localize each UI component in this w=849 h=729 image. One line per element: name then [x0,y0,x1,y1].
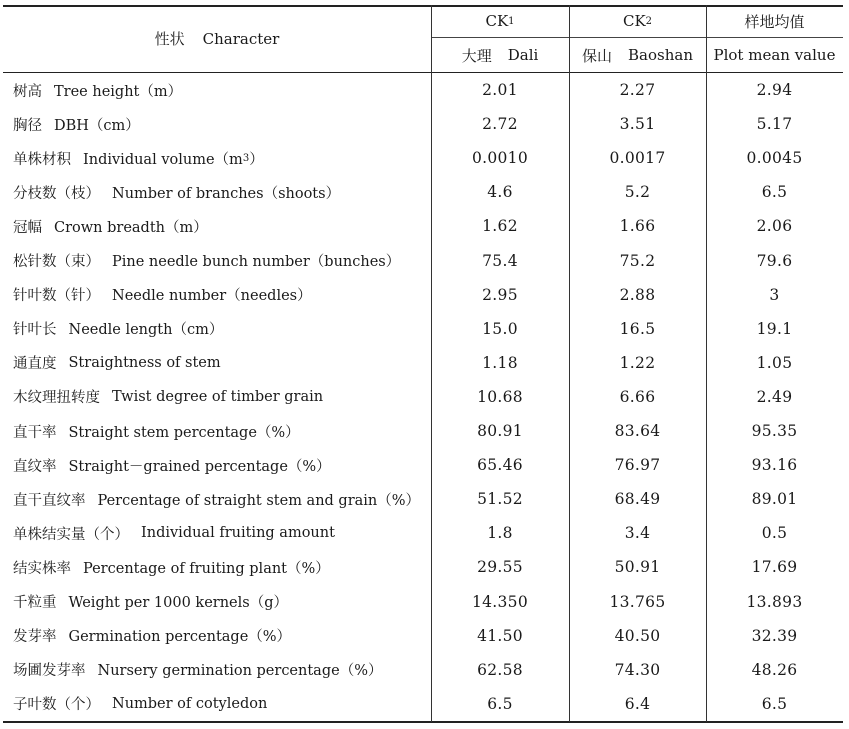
bottom-rule [3,721,843,723]
character-zh: 单株材积 [13,151,71,168]
row-character [13,380,323,414]
table-row [3,482,843,516]
value-ck2: 3.4 [624,524,651,543]
header-ck2-label: CK [622,12,646,30]
header-ck2 [569,5,706,37]
value-ck2: 83.64 [614,422,661,441]
value-ck1: 51.52 [477,490,523,509]
value-ck1: 80.91 [477,422,523,441]
value-ck1: 2.01 [482,81,518,100]
row-character [13,516,335,550]
header-ck2-subscript: 2 [645,15,653,27]
character-en: Number of branches（shoots） [112,185,341,202]
character-zh: 千粒重 [13,595,57,612]
value-ck2: 0.0017 [609,149,666,168]
value-ck2: 2.27 [619,81,656,100]
value-ck1: 1.8 [487,524,513,543]
value-ck1: 15.0 [482,319,518,338]
value-plot-mean: 2.49 [756,387,793,406]
character-zh: 针叶长 [13,322,57,339]
row-character [13,619,291,653]
value-plot-mean: 2.94 [756,81,793,100]
value-ck2: 16.5 [619,319,656,338]
row-character [13,550,330,584]
value-ck1: 10.68 [477,387,523,406]
table-row [3,107,843,141]
table-row [3,141,843,175]
character-en: Percentage of fruiting plant（%） [83,560,330,577]
character-zh: 分枝数（枝） [13,185,100,202]
value-ck2: 50.91 [614,558,661,577]
character-zh: 单株结实量（个） [13,526,129,543]
header-plot-mean-zh-text: 样地均值 [744,12,805,31]
value-ck1: 1.18 [482,353,518,372]
row-character [13,141,264,175]
row-character [13,107,140,141]
row-character [13,346,221,380]
value-plot-mean: 0.0045 [746,149,803,168]
value-ck1: 1.62 [482,217,518,236]
value-plot-mean: 48.26 [751,660,798,679]
value-ck2: 74.30 [614,660,661,679]
value-ck1: 4.6 [487,183,513,202]
header-ck1-label: CK [485,12,509,30]
row-character [13,687,267,721]
character-zh: 针叶数（针） [13,288,100,305]
character-en: Germination percentage（%） [68,629,292,646]
row-character [13,585,288,619]
header-character [3,5,431,72]
value-ck2: 75.2 [619,251,656,270]
value-plot-mean: 5.17 [756,115,793,134]
value-ck2: 6.66 [619,387,656,406]
character-zh: 直干直纹率 [13,492,86,509]
character-en: Weight per 1000 kernels（g） [68,595,288,612]
table-row [3,346,843,380]
character-en: DBH（cm） [54,117,140,134]
character-zh: 场圃发芽率 [13,663,86,680]
character-zh: 发芽率 [13,629,57,646]
header-plot-mean-en-text: Plot mean value [713,46,836,64]
unit-close: ） [249,151,264,168]
character-en: Straightness of stem [68,354,221,371]
header-character-en: Character [202,29,280,48]
header-ck2-zh: 保山 [582,46,613,65]
row-character [13,482,420,516]
table-row [3,312,843,346]
value-plot-mean: 17.69 [751,558,798,577]
header-ck1-site [431,38,569,72]
value-ck1: 41.50 [477,626,523,645]
value-ck2: 68.49 [614,490,661,509]
value-plot-mean: 2.06 [756,217,793,236]
character-en: Nursery germination percentage（%） [97,663,383,680]
value-ck2: 13.765 [609,592,666,611]
value-ck1: 29.55 [477,558,523,577]
row-character [13,175,340,209]
character-zh: 通直度 [13,356,57,373]
value-plot-mean: 0.5 [761,524,788,543]
table-row [3,687,843,721]
header-character-zh: 性状 [154,30,185,48]
value-plot-mean: 79.6 [756,251,793,270]
row-character [13,244,400,278]
table-row [3,380,843,414]
character-en: Straight stem percentage（%） [68,424,300,441]
table-row [3,414,843,448]
header-ck1-zh: 大理 [461,46,492,65]
header-ck1-subscript: 1 [508,15,515,27]
value-ck1: 6.5 [487,694,513,713]
table-row [3,73,843,107]
character-zh: 松针数（束） [13,254,100,271]
value-ck1: 65.46 [477,456,523,475]
value-plot-mean: 89.01 [751,490,798,509]
value-ck2: 76.97 [614,456,661,475]
character-zh: 子叶数（个） [13,697,100,714]
table-row [3,619,843,653]
value-ck2: 1.66 [619,217,656,236]
value-plot-mean: 3 [769,285,780,304]
header-ck2-site [569,38,706,72]
header-plot-mean-en [706,38,843,72]
value-ck1: 14.350 [471,592,529,611]
character-en: Needle length（cm） [68,322,224,339]
row-character [13,448,331,482]
header-plot-mean-zh [706,5,843,37]
value-ck1: 2.72 [482,115,518,134]
value-plot-mean: 6.5 [761,694,788,713]
character-en: Straight－grained percentage（%） [68,458,331,475]
character-zh: 结实株率 [13,560,71,577]
table-row [3,585,843,619]
value-ck1: 2.95 [482,285,518,304]
value-ck1: 62.58 [477,660,523,679]
character-en: Pine needle bunch number（bunches） [112,254,401,271]
character-en: Tree height（m） [54,83,183,100]
value-ck1: 0.0010 [471,149,529,168]
character-en: Twist degree of timber grain [112,388,324,405]
header-ck2-en: Baoshan [628,46,693,64]
value-plot-mean: 95.35 [751,422,798,441]
value-ck2: 6.4 [624,694,651,713]
value-plot-mean: 6.5 [761,183,788,202]
header-ck1-en: Dali [507,46,539,64]
value-plot-mean: 32.39 [751,626,798,645]
value-plot-mean: 1.05 [756,353,793,372]
character-zh: 树高 [13,83,42,100]
value-ck2: 1.22 [619,353,656,372]
table-row [3,448,843,482]
character-zh: 直干率 [13,424,57,441]
unit-superscript: 3 [242,152,250,164]
value-ck1: 75.4 [482,251,518,270]
table-row [3,209,843,243]
row-character [13,414,300,448]
table-row [3,516,843,550]
value-plot-mean: 13.893 [746,592,803,611]
value-plot-mean: 19.1 [756,319,793,338]
table-header [3,5,843,72]
value-plot-mean: 93.16 [751,456,798,475]
character-en: Number of cotyledon [112,695,268,712]
value-ck2: 2.88 [619,285,656,304]
table-row [3,550,843,584]
value-ck2: 3.51 [619,115,656,134]
character-zh: 木纹理扭转度 [13,390,100,407]
character-zh: 胸径 [13,117,42,134]
value-ck2: 5.2 [624,183,651,202]
table-row [3,175,843,209]
table-row [3,653,843,687]
table-row [3,278,843,312]
character-en: Percentage of straight stem and grain（%） [97,492,421,509]
row-character [13,653,382,687]
row-character [13,312,223,346]
header-ck1 [431,5,569,37]
character-en: Individual volume（m [83,151,243,168]
row-character [13,73,182,107]
character-en: Individual fruiting amount [141,525,335,542]
character-zh: 直纹率 [13,458,57,475]
value-ck2: 40.50 [614,626,661,645]
character-en: Crown breadth（m） [54,219,208,236]
character-zh: 冠幅 [13,219,42,236]
row-character [13,209,208,243]
character-en: Needle number（needles） [112,288,312,305]
table-row [3,244,843,278]
row-character [13,278,312,312]
